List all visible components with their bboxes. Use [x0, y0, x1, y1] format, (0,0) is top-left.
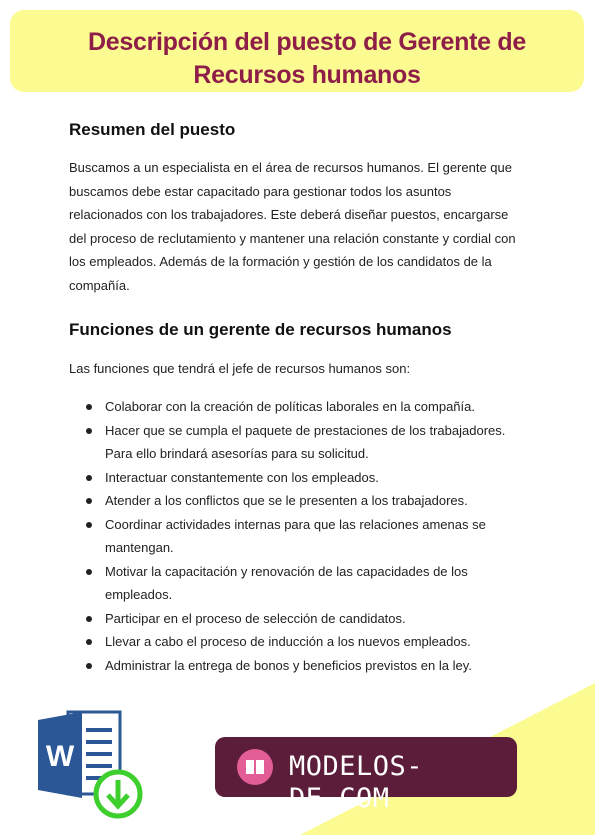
function-item	[69, 607, 529, 631]
function-item	[69, 395, 529, 419]
summary-line: relacionados con los trabajadores. Este deberá diseñar puestos, encargarse	[69, 207, 509, 222]
function-item-text: Motivar la capacitación y renovación de las capacidades de los	[105, 563, 468, 579]
word-document-icon	[38, 706, 148, 826]
function-item	[69, 513, 529, 560]
bullet-dot	[86, 498, 92, 504]
function-item	[69, 654, 529, 678]
bullet-dot	[86, 428, 92, 434]
function-item-text: Interactuar constantemente con los empleados.	[105, 469, 379, 485]
function-item-text: Colaborar con la creación de políticas laborales en la compañía.	[105, 399, 475, 414]
page-title	[30, 26, 584, 92]
title-line-1: Descripción del puesto de Gerente de	[88, 28, 526, 56]
bullet-dot	[86, 616, 92, 622]
function-item	[69, 560, 529, 607]
bullet-dot	[86, 639, 92, 645]
function-item	[69, 630, 529, 654]
functions-heading: Funciones de un gerente de recursos humanos	[69, 320, 452, 339]
bullet-dot	[86, 475, 92, 481]
title-banner	[10, 10, 584, 92]
function-item-text: Llevar a cabo el proceso de inducción a los nuevos empleados.	[105, 634, 471, 649]
function-item-text: Participar en el proceso de selección de candidatos.	[105, 610, 406, 626]
function-item	[69, 489, 529, 513]
bullet-dot	[86, 663, 92, 669]
bullet-dot	[86, 569, 92, 575]
brand-banner[interactable]	[215, 737, 517, 814]
summary-line: del proceso de reclutamiento y mantener una relación constante y cordial con	[69, 230, 516, 246]
summary-line: los empleados. Además de la formación y gestión de los candidatos de la	[69, 254, 492, 269]
bullet-dot	[86, 404, 92, 410]
word-letter: W	[45, 740, 75, 773]
summary-heading: Resumen del puesto	[69, 120, 236, 139]
function-item-text: Para ello brindará asesorías para su solicitud.	[105, 446, 369, 461]
function-item-text: Coordinar actividades internas para que las relaciones amenas se	[105, 516, 486, 532]
function-item-text: empleados.	[105, 587, 173, 602]
function-item	[69, 466, 529, 490]
functions-intro: Las funciones que tendrá el jefe de recursos humanos son:	[69, 361, 411, 376]
summary-line: buscamos debe estar capacitado para gestionar todos los asuntos	[69, 183, 452, 199]
function-item-text: mantengan.	[105, 540, 174, 555]
function-item-text: Atender a los conflictos que se le presenten a los trabajadores.	[105, 493, 468, 508]
title-line-2: Recursos humanos	[193, 61, 421, 89]
function-item-text: Hacer que se cumpla el paquete de prestaciones de los trabajadores.	[105, 422, 506, 438]
summary-line: compañía.	[69, 277, 130, 293]
function-item	[69, 419, 529, 466]
function-item-text: Administrar la entrega de bonos y beneficios previstos en la ley.	[105, 657, 472, 673]
book-icon	[237, 749, 273, 785]
summary-line: Buscamos a un especialista en el área de recursos humanos. El gerente que	[69, 160, 512, 175]
summary-paragraph	[69, 156, 529, 297]
functions-list	[69, 395, 529, 677]
bullet-dot	[86, 522, 92, 528]
brand-text: MODELOS-DE.COM	[289, 751, 424, 814]
